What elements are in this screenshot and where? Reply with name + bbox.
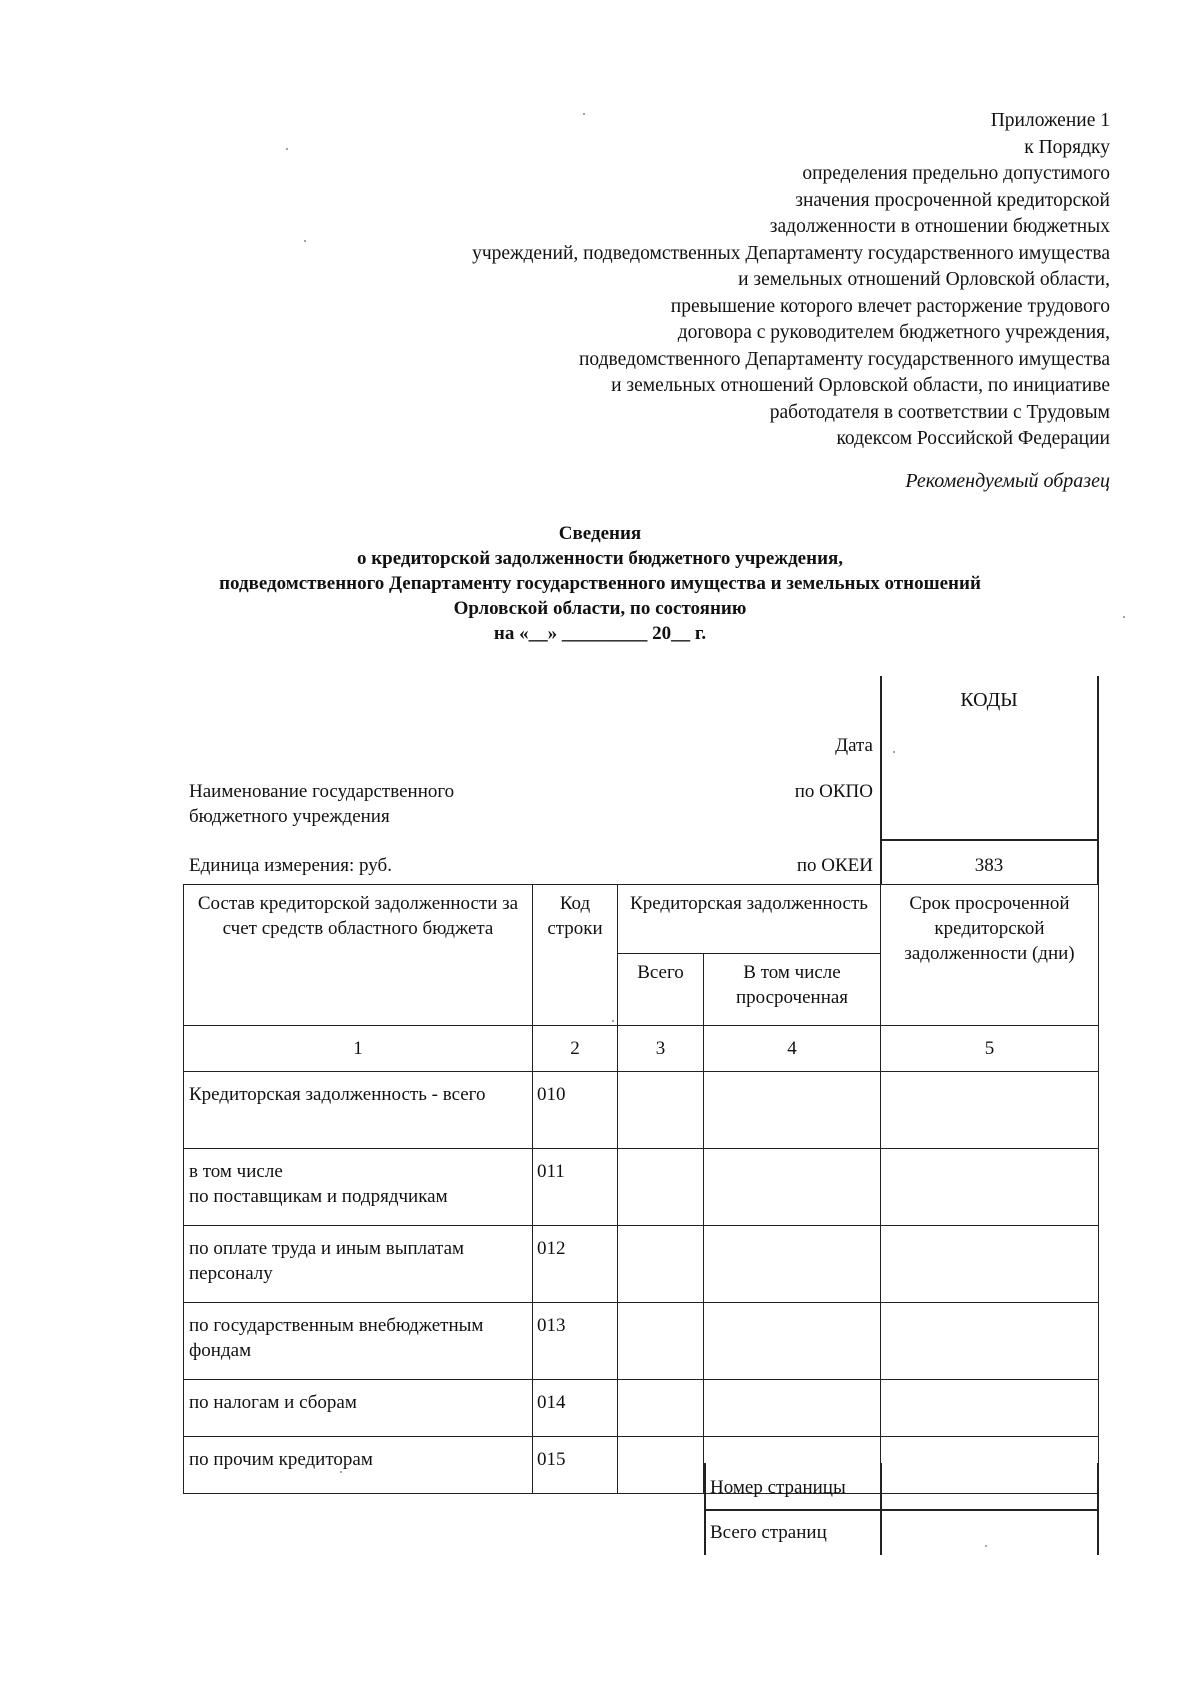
title-line: о кредиторской задолженности бюджетного учреждения, [356, 548, 844, 569]
codes-divider [880, 839, 1098, 841]
overdue-cell[interactable] [704, 1380, 881, 1437]
recommended-sample-label: Рекомендуемый образец [905, 470, 1110, 492]
creditor-debt-table [183, 884, 1099, 1494]
codes-header: КОДЫ [960, 689, 1018, 711]
table-row [184, 1380, 1099, 1437]
overdue-days-cell[interactable] [881, 1072, 1099, 1149]
table-row [184, 1303, 1099, 1380]
total-cell[interactable] [618, 1437, 704, 1494]
total-pages-label: Всего страниц [710, 1522, 827, 1543]
appendix-line: кодексом Российской Федерации [836, 428, 1110, 449]
col5-header: Срок просроченной кредиторской задолженности (дни) [881, 885, 1099, 1026]
col1-header: Состав кредиторской задолженности за счет средств областного бюджета [184, 885, 533, 1026]
page-number-field[interactable] [882, 1465, 1096, 1508]
page-number-label: Номер страницы [710, 1477, 846, 1498]
appendix-line: работодателя в соответствии с Трудовым [769, 401, 1110, 423]
appendix-line: и земельных отношений Орловской области, [738, 269, 1110, 290]
overdue-cell[interactable] [704, 1072, 881, 1149]
okei-label: по ОКЕИ [796, 855, 873, 876]
title-line: подведомственного Департаменту государственного имущества и земельных отношений [219, 573, 981, 594]
row-name: по оплате труда и иным выплатам персоналу [184, 1226, 533, 1303]
row-code: 010 [533, 1072, 618, 1149]
title-line: на «__» _________ 20__ г. [493, 623, 707, 644]
institution-label-line2: бюджетного учреждения [189, 806, 390, 827]
appendix-line: к Порядку [1024, 136, 1110, 158]
total-cell[interactable] [618, 1303, 704, 1380]
appendix-line: и земельных отношений Орловской области, по инициативе [611, 375, 1110, 396]
column-number: 4 [704, 1026, 881, 1072]
row-code: 011 [533, 1149, 618, 1226]
column-number: 2 [533, 1026, 618, 1072]
appendix-line: договора с руководителем бюджетного учреждения, [677, 322, 1110, 343]
column-number: 5 [881, 1026, 1099, 1072]
overdue-cell[interactable] [704, 1303, 881, 1380]
row-name: по налогам и сборам [184, 1380, 533, 1437]
scan-speck [1123, 616, 1125, 618]
date-label: Дата [835, 735, 873, 756]
row-code: 015 [533, 1437, 618, 1494]
appendix-line: подведомственного Департаменту государственного имущества [578, 348, 1110, 370]
total-cell[interactable] [618, 1380, 704, 1437]
scan-speck [985, 1545, 987, 1547]
date-okpo-code-field[interactable] [883, 749, 1103, 839]
col34-header: Кредиторская задолженность [618, 885, 881, 954]
title-line: Сведения [558, 523, 642, 544]
overdue-days-cell[interactable] [881, 1303, 1099, 1380]
okpo-label: по ОКПО [794, 781, 873, 802]
col2-header: Код строки [533, 885, 618, 1026]
column-number: 1 [184, 1026, 533, 1072]
appendix-line: превышение которого влечет расторжение трудового [670, 295, 1110, 317]
appendix-line: учреждений, подведомственных Департаменту государственного имущества [472, 242, 1110, 264]
table-header-row [184, 885, 1099, 954]
scan-speck [286, 148, 288, 150]
institution-label-line1: Наименование государственного [189, 781, 455, 802]
scan-speck [612, 1020, 614, 1022]
row-name: по прочим кредиторам [184, 1437, 533, 1494]
col3-header: Всего [618, 954, 704, 1026]
scan-speck [583, 113, 585, 115]
table-row [184, 1226, 1099, 1303]
title-line: Орловской области, по состоянию [453, 598, 747, 619]
appendix-line: определения предельно допустимого [802, 163, 1110, 184]
overdue-cell[interactable] [704, 1226, 881, 1303]
overdue-days-cell[interactable] [881, 1149, 1099, 1226]
form-title [150, 521, 1050, 646]
okei-code-value: 383 [974, 855, 1004, 876]
total-cell[interactable] [618, 1149, 704, 1226]
column-number: 3 [618, 1026, 704, 1072]
row-code: 012 [533, 1226, 618, 1303]
row-name: по государственным внебюджетным фондам [184, 1303, 533, 1380]
row-name [184, 1149, 533, 1226]
scan-speck [340, 1471, 342, 1473]
total-cell[interactable] [618, 1226, 704, 1303]
row-name-line1: в том числе [189, 1161, 283, 1182]
total-cell[interactable] [618, 1072, 704, 1149]
total-pages-field[interactable] [882, 1511, 1096, 1554]
column-number-row [184, 1026, 1099, 1072]
row-code: 013 [533, 1303, 618, 1380]
scan-speck [304, 240, 306, 242]
row-code: 014 [533, 1380, 618, 1437]
overdue-days-cell[interactable] [881, 1380, 1099, 1437]
overdue-cell[interactable] [704, 1149, 881, 1226]
scan-speck [893, 751, 895, 753]
appendix-line: значения просроченной кредиторской [795, 189, 1110, 211]
overdue-days-cell[interactable] [881, 1226, 1099, 1303]
unit-label: Единица измерения: руб. [189, 855, 392, 876]
table-row [184, 1149, 1099, 1226]
appendix-block [472, 108, 1110, 453]
col4-header: В том числе просроченная [704, 954, 881, 1026]
appendix-line: Приложение 1 [990, 110, 1110, 131]
row-name: Кредиторская задолженность - всего [184, 1072, 533, 1149]
table-row [184, 1072, 1099, 1149]
row-name-line2: по поставщикам и подрядчикам [189, 1186, 448, 1207]
appendix-line: задолженности в отношении бюджетных [769, 216, 1110, 237]
